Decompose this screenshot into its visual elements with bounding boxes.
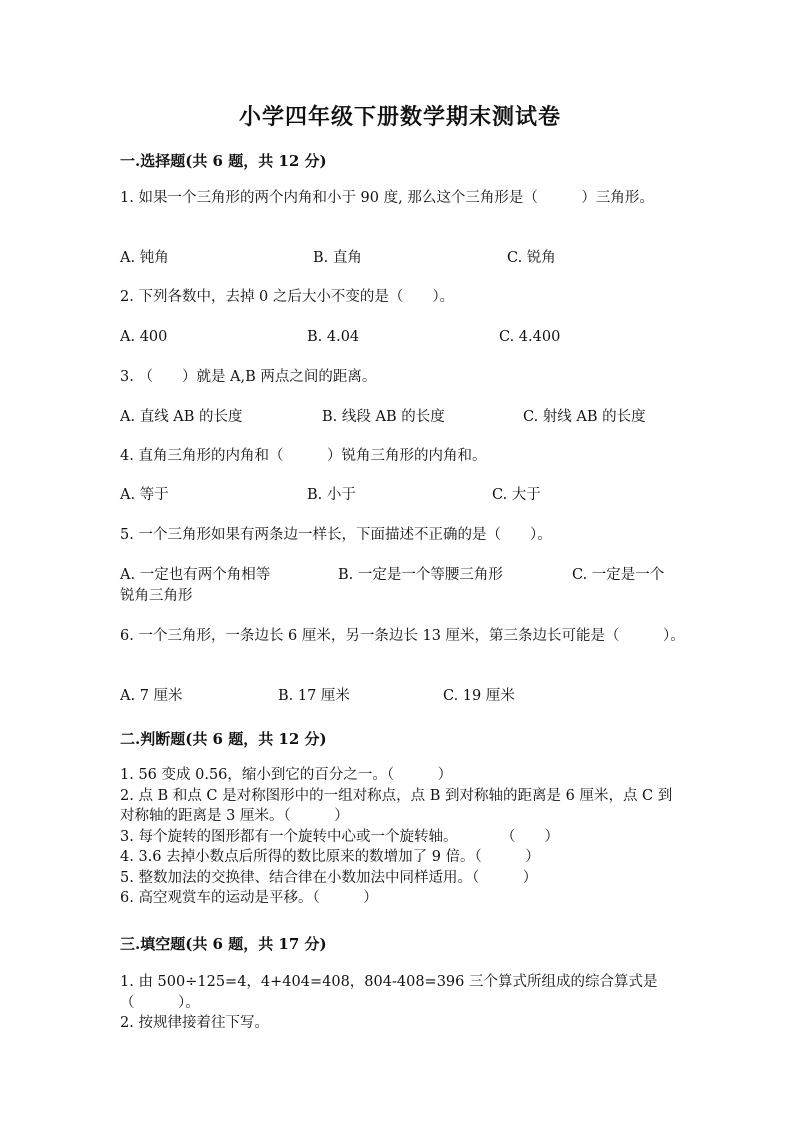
- list-item: 3. 每个旋转的图形都有一个旋转中心或一个旋转轴。 （ ）: [120, 828, 559, 845]
- option-a: A. 一定也有两个角相等: [120, 567, 271, 583]
- question-6: 6. 一个三角形，一条边长 6 厘米，另一条边长 13 厘米，第三条边长可能是（ ）。: [120, 628, 685, 644]
- option-c: C. 射线 AB 的长度: [523, 409, 646, 425]
- option-b: B. 一定是一个等腰三角形: [338, 567, 503, 583]
- section-heading-fill: 三.填空题(共 6 题，共 17 分): [120, 935, 327, 953]
- question-3: 3. （ ）就是 A,B 两点之间的距离。: [120, 369, 377, 385]
- question-2: 2. 下列各数中，去掉 0 之后大小不变的是（ ）。: [120, 289, 455, 305]
- fill-list: [120, 972, 685, 1034]
- question-1: 1. 如果一个三角形的两个内角和小于 90 度, 那么这个三角形是（ ）三角形。: [120, 190, 654, 206]
- option-c: C. 锐角: [507, 250, 556, 266]
- question-5: 5. 一个三角形如果有两条边一样长，下面描述不正确的是（ ）。: [120, 527, 552, 543]
- list-item: 1. 56 变成 0.56，缩小到它的百分之一。（ ）: [120, 767, 453, 783]
- option-c: C. 4.400: [499, 329, 561, 345]
- option-b: B. 线段 AB 的长度: [322, 409, 445, 425]
- question-4: 4. 直角三角形的内角和（ ）锐角三角形的内角和。: [120, 448, 487, 464]
- page-title: 小学四年级下册数学期末测试卷: [238, 104, 561, 130]
- judgment-list: [120, 765, 685, 909]
- option-c: C. 大于: [492, 487, 541, 503]
- list-item: 5. 整数加法的交换律、结合律在小数加法中同样适用。（ ）: [120, 869, 538, 886]
- option-b: B. 17 厘米: [278, 688, 350, 704]
- list-item: 4. 3.6 去掉小数点后所得的数比原来的数增加了 9 倍。（ ）: [120, 849, 540, 865]
- option-a: A. 400: [120, 329, 168, 345]
- list-item: 6. 高空观赏车的运动是平移。（ ）: [120, 890, 378, 906]
- option-a: A. 等于: [120, 487, 169, 503]
- option-a: A. 7 厘米: [120, 688, 183, 704]
- option-a: A. 直线 AB 的长度: [120, 409, 243, 425]
- option-b: B. 小于: [307, 487, 356, 503]
- option-b: B. 4.04: [307, 329, 360, 345]
- option-c: C. 一定是一个: [572, 567, 665, 583]
- option-c: C. 19 厘米: [443, 688, 515, 704]
- section-heading-judgment: 二.判断题(共 6 题，共 12 分): [120, 730, 327, 748]
- option-c-continued: 锐角三角形: [120, 588, 193, 604]
- option-b: B. 直角: [313, 250, 362, 266]
- section-heading-choice: 一.选择题(共 6 题，共 12 分): [120, 152, 327, 170]
- list-item: 2. 点 B 和点 C 是对称图形中的一组对称点，点 B 到对称轴的距离是 6 厘米，点 C 到对称轴的距离是 3 厘米。（ ）: [120, 787, 673, 824]
- option-a: A. 钝角: [120, 250, 169, 266]
- list-item: 2. 按规律接着往下写。: [120, 1015, 269, 1031]
- list-item: 1. 由 500÷125=4，4+404=408，804-408=396 三个算式所组成的综合算式是（ ）。: [120, 974, 658, 1011]
